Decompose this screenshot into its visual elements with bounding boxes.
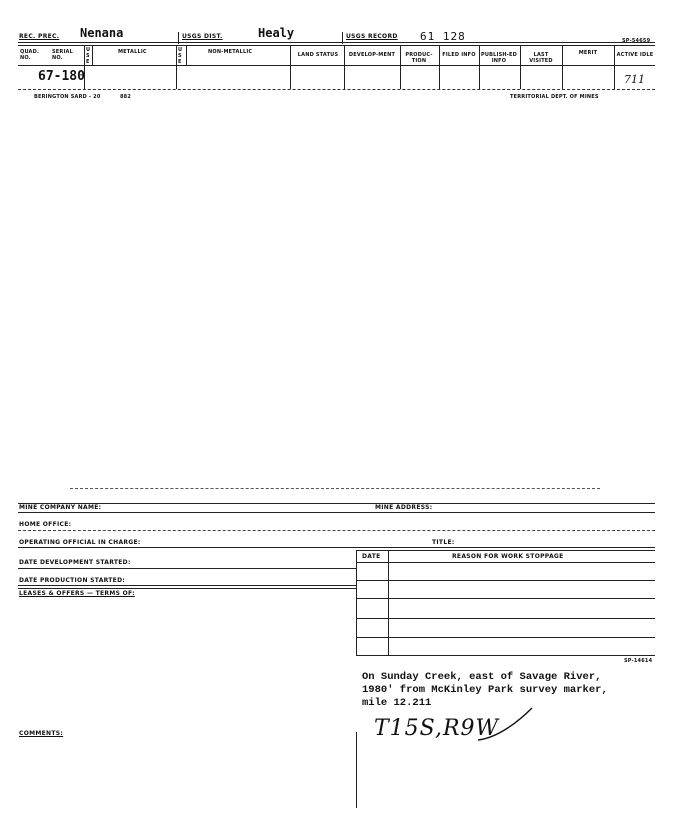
company-rule-top — [18, 503, 655, 504]
stoppage-row-3 — [356, 598, 655, 599]
col-active-idle: ACTIVE IDLE — [616, 52, 654, 58]
col-last-visited: LAST VISITED — [529, 52, 553, 64]
mine-address-label: MINE ADDRESS: — [375, 504, 433, 511]
comments-divider — [356, 732, 357, 808]
stoppage-row-5 — [356, 637, 655, 638]
header-bottom-rule-2 — [18, 45, 655, 46]
col-published-info: PUBLISH-ED INFO — [480, 52, 517, 64]
dev-started-rule — [18, 568, 356, 569]
handwritten-township-range: T15S,R9W — [374, 716, 500, 741]
col-land-status: LAND STATUS — [297, 52, 339, 58]
location-line-3: mile 12.211 — [362, 697, 432, 709]
dev-started-label: DATE DEVELOPMENT STARTED: — [19, 559, 131, 566]
title-label: TITLE: — [432, 539, 455, 546]
printer-text: BERINGTON SARD - 20 — [34, 94, 101, 100]
dept-text: TERRITORIAL DEPT. OF MINES — [510, 94, 599, 100]
card-edge-top — [70, 488, 600, 490]
stoppage-left-border — [356, 550, 357, 656]
col-divider-b — [92, 45, 93, 65]
operating-official-label: OPERATING OFFICIAL IN CHARGE: — [19, 539, 141, 546]
stoppage-row-2 — [356, 580, 655, 581]
company-rule — [18, 512, 655, 513]
form-number: SP-54659 — [622, 38, 651, 44]
printer-code: 882 — [120, 94, 132, 100]
date-column-header: DATE — [362, 553, 381, 560]
rec-prec-value: Nenana — [80, 26, 124, 40]
location-line-2: 1980' from McKinley Park survey marker, — [362, 684, 608, 696]
col-merit: MERIT — [578, 50, 598, 56]
handwritten-flourish — [476, 704, 536, 744]
prod-started-label: DATE PRODUCTION STARTED: — [19, 577, 126, 584]
home-office-label: HOME OFFICE: — [19, 521, 72, 528]
col-filed-info: FILED INFO — [442, 52, 476, 58]
col-use-right: USE — [178, 47, 183, 65]
reason-column-header: REASON FOR WORK STOPPAGE — [452, 553, 564, 560]
stoppage-date-divider — [388, 550, 389, 656]
quad-serial-value: 67-180 — [38, 69, 85, 84]
rec-prec-label: REC. PREC. — [19, 33, 60, 40]
usgs-record-label: USGS RECORD — [346, 33, 398, 40]
col-production: PRODUC-TION — [405, 52, 433, 64]
stoppage-bottom-rule — [356, 655, 655, 656]
usgs-dist-label: USGS DIST. — [182, 33, 223, 40]
col-divider-c — [176, 45, 177, 89]
location-line-1: On Sunday Creek, east of Savage River, — [362, 671, 602, 683]
col-divider-f — [344, 45, 345, 89]
header-divider-2 — [342, 32, 343, 44]
col-quad-no: QUAD. NO. — [20, 49, 40, 61]
form-number-2: SP-14614 — [624, 658, 653, 664]
mine-company-name-label: MINE COMPANY NAME: — [19, 504, 102, 511]
col-non-metallic: NON-METALLIC — [208, 49, 253, 55]
usgs-dist-value: Healy — [258, 26, 295, 40]
official-rule — [18, 547, 655, 548]
col-divider-l — [614, 45, 615, 89]
prod-started-rule-2 — [18, 588, 356, 589]
row-bottom-rule — [18, 89, 655, 91]
col-divider-d — [186, 45, 187, 65]
column-header-bottom-rule — [18, 65, 655, 66]
leases-label: LEASES & OFFERS — TERMS OF: — [19, 590, 135, 597]
col-divider-e — [290, 45, 291, 89]
col-use-left: USE — [86, 47, 91, 65]
header-bottom-rule — [18, 42, 655, 43]
active-idle-value: 711 — [624, 73, 645, 86]
stoppage-top-rule — [356, 550, 655, 551]
prod-started-rule — [18, 585, 356, 586]
header-divider-1 — [178, 32, 179, 44]
comments-label: COMMENTS: — [19, 730, 64, 737]
usgs-record-value: 61 128 — [420, 30, 466, 43]
col-serial-no: SERIAL NO. — [52, 49, 73, 61]
stoppage-row-1 — [356, 562, 655, 563]
home-office-rule — [18, 530, 655, 532]
stoppage-row-4 — [356, 618, 655, 619]
col-metallic: METALLIC — [118, 49, 147, 55]
col-development: DEVELOP-MENT — [348, 52, 396, 58]
